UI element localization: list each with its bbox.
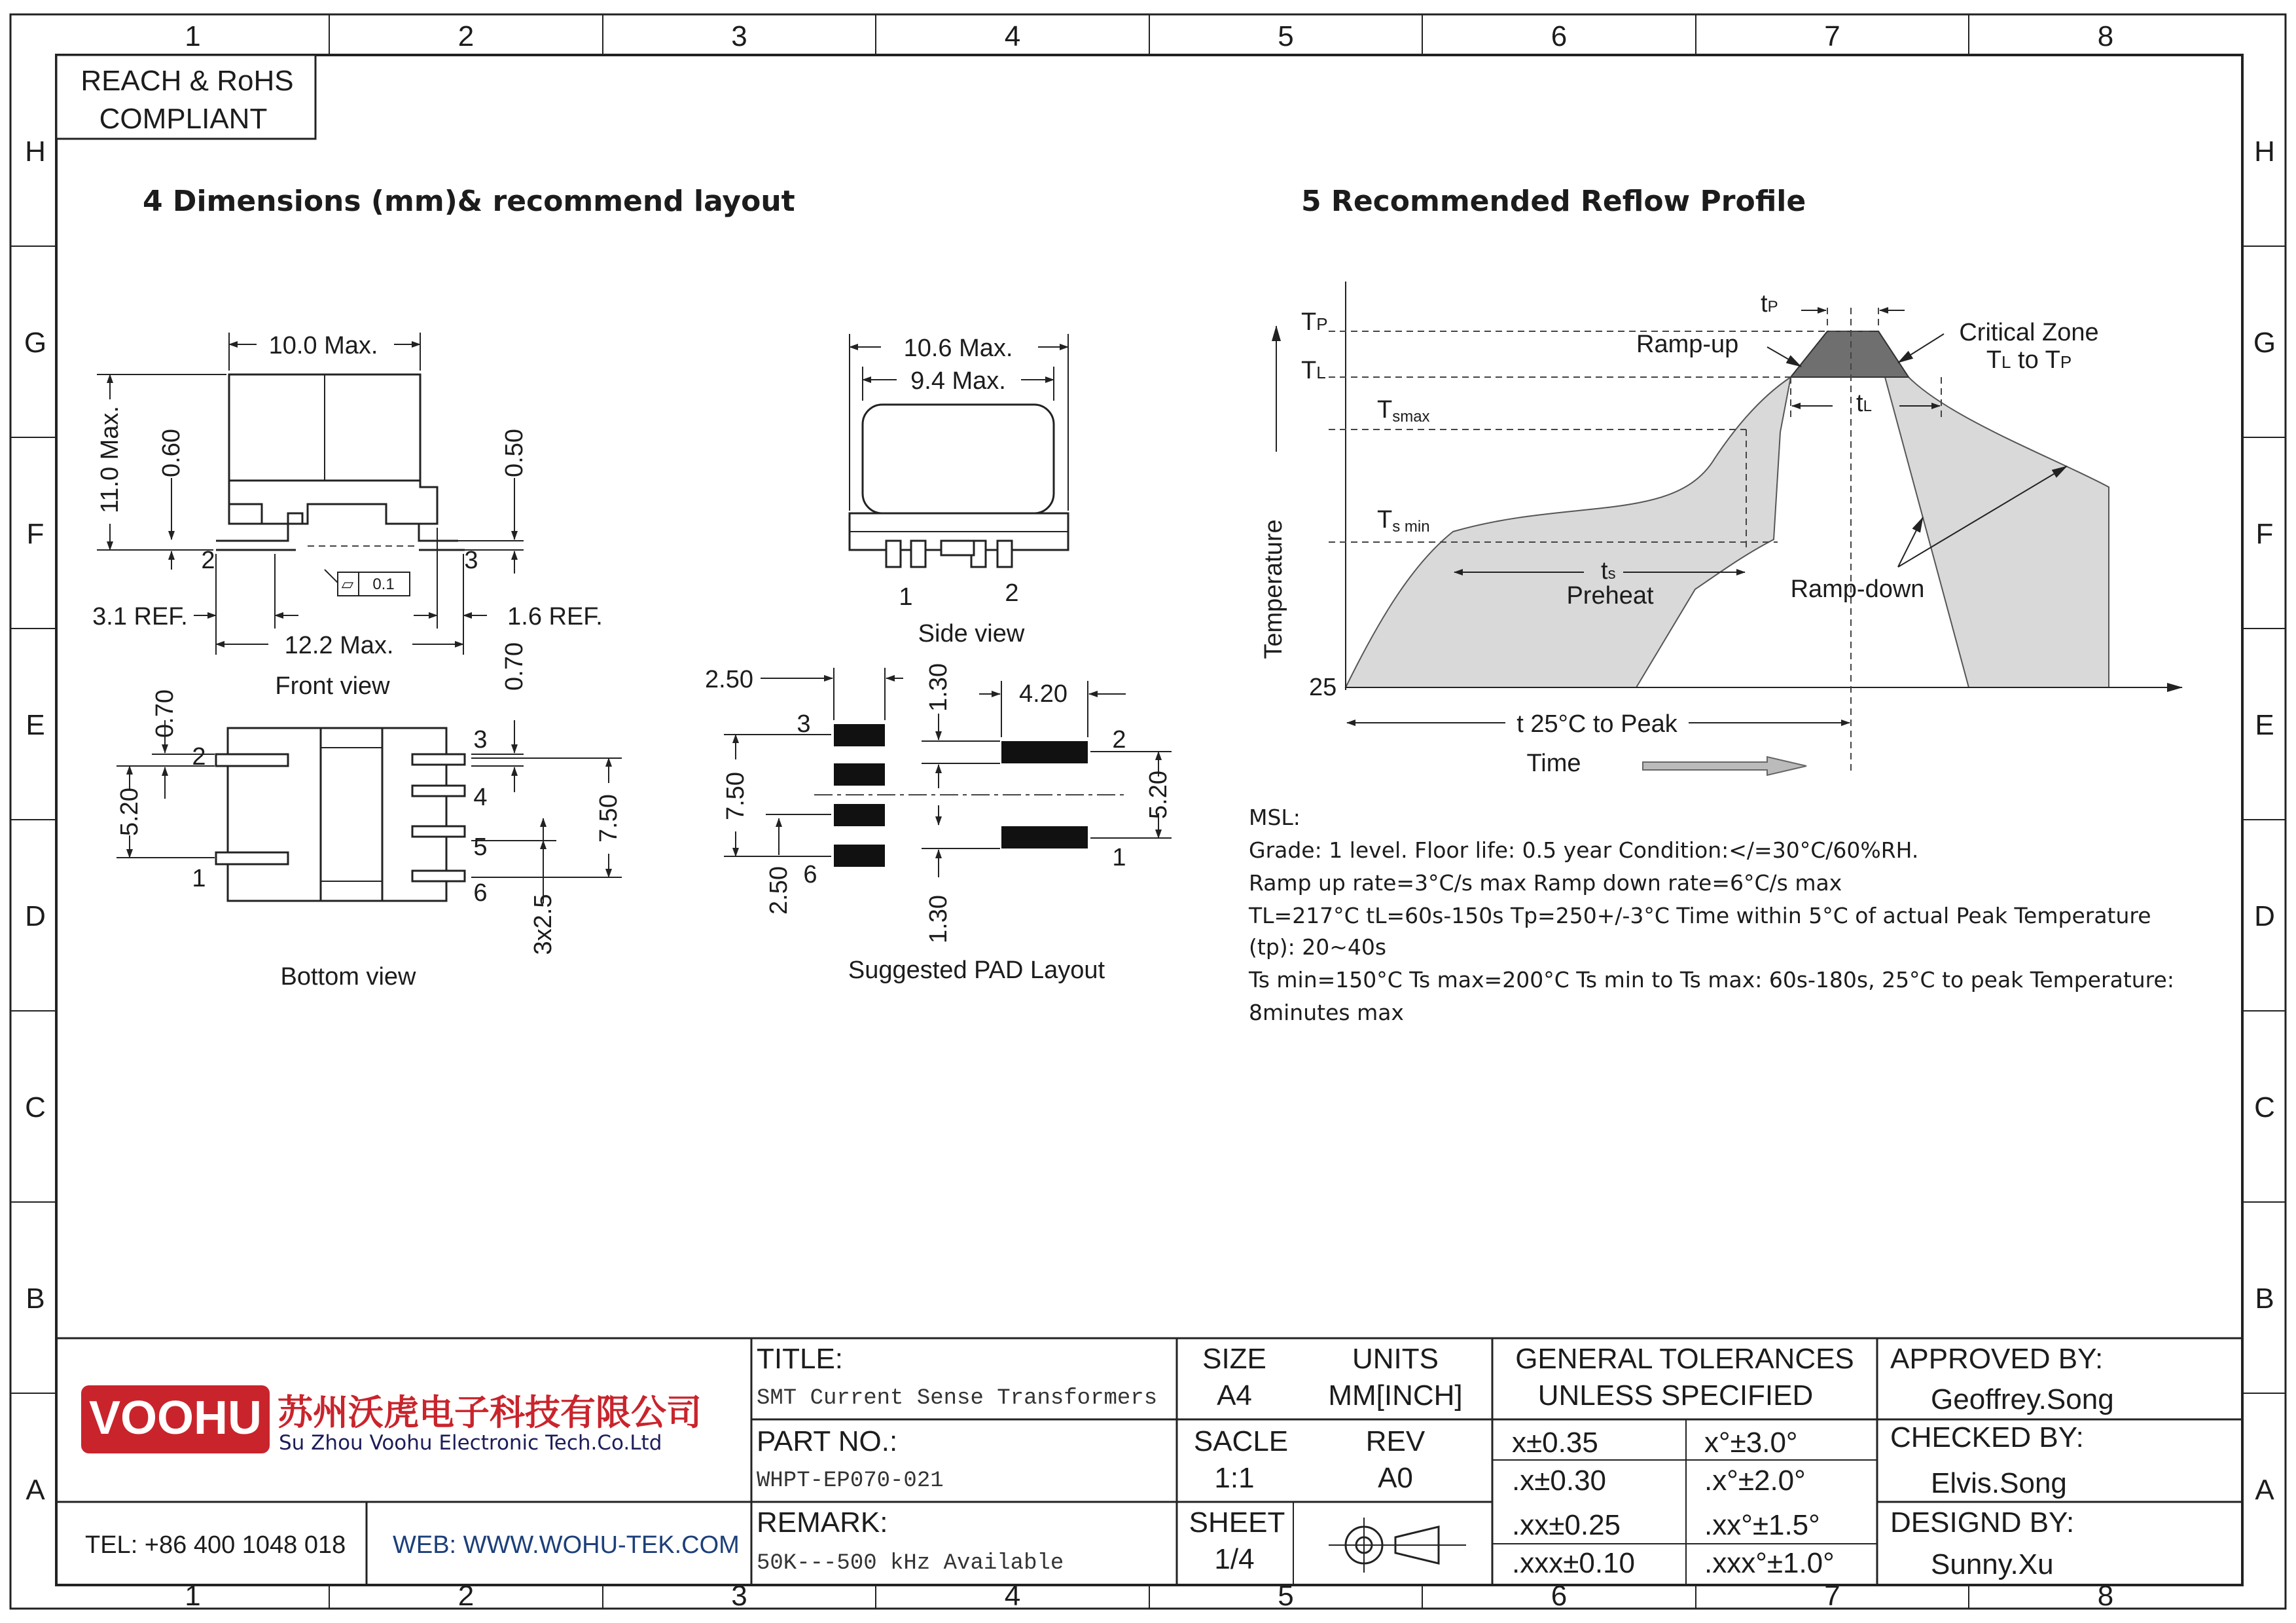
pad-2 [1001,741,1088,763]
pad-6 [834,845,885,867]
dim-bottom-3x25: 3x2.5 [529,894,557,955]
row-label: F [2255,518,2274,550]
dim-pad-130-bottom: 1.30 [925,895,952,943]
bottom-pin-3: 3 [473,726,488,754]
dim-pad-520: 5.20 [1145,771,1172,819]
dim-pad-750: 7.50 [722,772,749,820]
tol-header-2: UNLESS SPECIFIED [1537,1379,1814,1412]
label-tsmax: Tsmax [1377,396,1430,426]
tol-angular-1: .x°±2.0° [1704,1465,1806,1497]
label-critical-2: TL to TP [1986,346,2072,374]
column-label: 2 [457,1580,475,1612]
column-label: 5 [1278,20,1294,52]
label-ramp-down: Ramp-down [1790,575,1925,603]
row-label: E [26,709,45,741]
side-pin [911,541,925,567]
msl-line-1: Grade: 1 level. Floor life: 0.5 year Condition:</=30°C/60%RH. [1249,837,1919,863]
size-value: A4 [1217,1379,1252,1412]
front-pin-left: 2 [201,547,215,574]
remark-label: REMARK: [757,1506,888,1539]
column-label: 2 [457,20,475,52]
section4-heading: 4 Dimensions (mm)& recommend layout [143,185,795,218]
dim-front-060: 0.60 [158,429,185,477]
row-label: A [26,1474,45,1506]
x-axis-label: Time [1526,750,1581,777]
column-label: 4 [1004,1580,1021,1612]
units-label: UNITS [1352,1343,1439,1375]
msl-line-2: Ramp up rate=3°C/s max Ramp down rate=6°C/s max [1249,870,1842,896]
side-pin [997,541,1012,567]
company-name-cn: 苏州沃虎电子科技有限公司 [278,1392,702,1433]
dim-pad-250-top: 2.50 [705,666,753,693]
time-arrow-icon [1643,757,1806,775]
row-label: G [24,327,47,359]
part-label: PART NO.: [757,1425,898,1457]
company-name-en: Su Zhou Voohu Electronic Tech.Co.Ltd [279,1431,662,1455]
bottom-pin [412,754,465,765]
row-label: C [2254,1091,2275,1123]
row-labels-left [24,136,46,1506]
designed-value: Sunny.Xu [1931,1548,2054,1580]
side-pin-1: 1 [899,583,913,611]
checked-label: CHECKED BY: [1890,1421,2084,1453]
dim-pad-250-side: 2.50 [765,866,793,915]
pad-top-left-2 [834,763,885,786]
dim-bottom-750: 7.50 [595,794,622,843]
front-view-caption: Front view [275,672,390,700]
column-label: 4 [1004,20,1021,52]
label-preheat: Preheat [1566,582,1654,610]
column-label: 5 [1278,1580,1294,1612]
dim-bottom-520: 5.20 [116,788,143,836]
msl-notes [1248,805,2174,1025]
dim-front-width: 10.0 Max. [268,332,378,359]
rev-value: A0 [1378,1462,1413,1494]
pad-pin-6: 6 [803,861,817,888]
dim-bottom-070: 0.70 [151,689,179,738]
row-label: D [25,900,46,932]
pad-pin-1: 1 [1112,844,1126,871]
tol-angular-2: .xx°±1.5° [1704,1509,1820,1541]
pad-pin-3: 3 [797,710,811,738]
bottom-pin-5: 5 [473,833,488,861]
projection-symbol-icon [1329,1518,1466,1573]
row-label: F [26,518,45,550]
y-axis-label: Temperature [1260,519,1287,659]
bottom-view-caption: Bottom view [280,963,416,991]
part-value: WHPT-EP070-021 [757,1468,944,1493]
msl-title: MSL: [1249,805,1300,830]
scale-value: 1:1 [1214,1462,1255,1494]
column-label: 1 [185,20,201,52]
dim-front-height: 11.0 Max. [96,405,124,514]
flatness-value: 0.1 [372,575,395,593]
row-label: D [2254,900,2275,932]
critical-zone [1791,331,1909,377]
column-label: 7 [1824,1580,1840,1612]
row-labels-right [2253,136,2276,1506]
approved-value: Geoffrey.Song [1931,1383,2114,1415]
dim-pad-420: 4.20 [1019,680,1067,708]
reflow-profile [1260,282,2182,777]
approved-label: APPROVED BY: [1890,1343,2104,1375]
tol-linear-3: .xxx±0.10 [1512,1547,1636,1579]
side-view-caption: Side view [918,620,1025,647]
flatness-symbol: ▱ [341,575,354,593]
row-label: A [2255,1474,2274,1506]
tol-linear-1: .x±0.30 [1512,1465,1607,1497]
label-tsmin: Ts min [1377,506,1430,536]
row-label: H [2254,136,2275,168]
column-label: 8 [2097,20,2114,52]
designed-label: DESIGND BY: [1890,1506,2075,1539]
compliance-line-2: COMPLIANT [99,103,268,135]
bottom-pin-4: 4 [473,784,488,811]
title-label: TITLE: [757,1343,844,1375]
dim-side-94: 9.4 Max. [910,367,1006,395]
pad-left-3 [834,804,885,826]
side-pin-2: 2 [1005,579,1019,607]
pad-layout-caption: Suggested PAD Layout [848,957,1105,984]
dim-front-122: 12.2 Max. [284,632,394,659]
label-tl-time: tL [1856,390,1872,417]
pad-1 [1001,826,1088,848]
label-25: 25 [1309,674,1337,701]
bottom-pin [412,826,465,837]
label-tp-time: tP [1761,290,1778,318]
row-label: H [25,136,46,168]
tol-angular-0: x°±3.0° [1704,1427,1798,1459]
label-t25-to-peak: t 25°C to Peak [1516,710,1677,738]
bottom-pin-6: 6 [473,879,488,907]
msl-line-6: 8minutes max [1249,1000,1404,1025]
units-value: MM[INCH] [1328,1379,1463,1412]
compliance-line-1: REACH & RoHS [81,65,294,97]
row-label: E [2255,709,2274,741]
column-label: 1 [185,1580,201,1612]
tol-header-1: GENERAL TOLERANCES [1515,1343,1854,1375]
dim-side-106: 10.6 Max. [903,335,1013,362]
label-tl: TL [1301,357,1326,384]
row-label: G [2253,327,2276,359]
column-label: 3 [731,1580,747,1612]
front-pin-right: 3 [464,547,478,574]
section5-heading: 5 Recommended Reflow Profile [1301,185,1806,218]
rev-label: REV [1365,1425,1426,1457]
msl-line-4: (tp): 20~40s [1249,934,1387,960]
checked-value: Elvis.Song [1931,1467,2067,1499]
bottom-pin-1: 1 [192,865,206,892]
msl-line-5: Ts min=150°C Ts max=200°C Ts min to Ts max: 60s-180s, 25°C to peak Temperature: [1249,967,2174,993]
dim-front-31: 3.1 REF. [92,603,188,630]
side-view [850,334,1068,647]
dim-bottom-070b: 0.70 [501,642,528,691]
msl-line-3: TL=217°C tL=60s-150s Tp=250+/-3°C Time within 5°C of actual Peak Temperature [1249,903,2151,928]
title-block [56,1338,2242,1585]
dim-front-050: 0.50 [501,429,528,477]
row-label: B [26,1283,45,1315]
compliance-box [56,55,315,139]
company-tel: TEL: +86 400 1048 018 [85,1531,346,1559]
bottom-pin [412,871,465,881]
company-web: WEB: WWW.WOHU-TEK.COM [393,1531,740,1559]
pad-layout [705,663,1172,984]
sheet-label: SHEET [1189,1506,1285,1539]
tol-angular-3: .xxx°±1.0° [1704,1547,1835,1579]
size-label: SIZE [1202,1343,1266,1375]
title-value: SMT Current Sense Transformers [757,1386,1158,1411]
logo-text: VOOHU [88,1392,262,1444]
dim-front-16: 1.6 REF. [507,603,603,630]
label-ts-time: ts [1601,557,1616,585]
column-label: 6 [1551,20,1568,52]
tol-linear-2: .xx±0.25 [1512,1509,1621,1541]
scale-label: SACLE [1193,1425,1289,1457]
column-label: 6 [1551,1580,1568,1612]
label-tp: TP [1301,308,1328,336]
sheet-value: 1/4 [1214,1543,1255,1575]
column-label: 8 [2097,1580,2114,1612]
remark-value: 50K---500 kHz Available [757,1551,1064,1576]
pad-3 [834,724,885,746]
bottom-pin [412,786,465,796]
row-label: B [2255,1283,2274,1315]
label-ramp-up: Ramp-up [1636,331,1739,358]
row-label: C [25,1091,46,1123]
pad-pin-2: 2 [1112,726,1126,754]
bottom-pin-2: 2 [192,743,206,771]
dim-pad-130-top: 1.30 [925,663,952,712]
side-pin [886,541,901,567]
column-label: 7 [1824,20,1840,52]
column-label: 3 [731,20,747,52]
label-critical-1: Critical Zone [1959,319,2099,346]
tol-linear-0: x±0.35 [1512,1427,1598,1459]
